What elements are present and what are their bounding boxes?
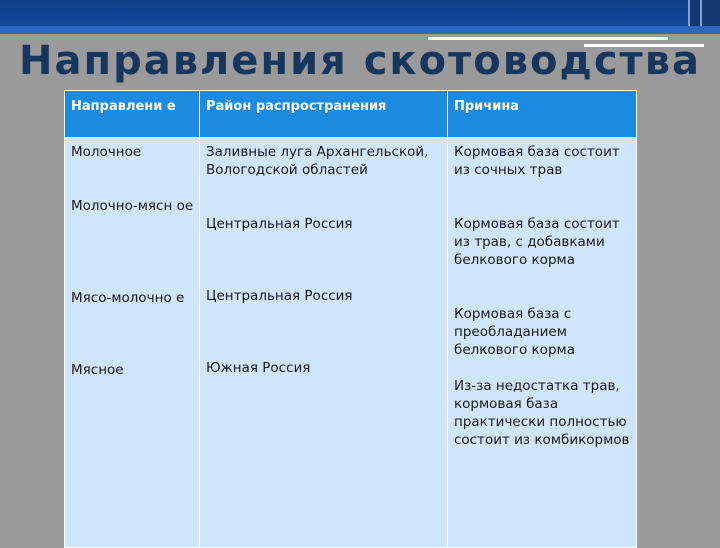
header-band [0,0,720,26]
header-direction: Направлени е [65,91,200,138]
slide-title: Направления скотоводства [18,38,702,84]
direction-item: Мясное [71,362,124,378]
header-accent [688,0,720,26]
direction-item: Молочно-мясн ое [71,198,194,214]
livestock-table [64,90,637,548]
region-cell [200,138,448,548]
header-reason: Причина [448,91,637,138]
header-region: Район распространения [200,91,448,138]
direction-item: Мясо-молочно е [71,290,185,306]
direction-item: Молочное [71,144,142,160]
region-item: Южная Россия [206,360,311,376]
region-item: Центральная Россия [206,288,353,304]
reason-item: Из-за недостатка трав, кормовая база практически полностью состоит из комбикормов [454,378,630,448]
table-header-row [65,91,637,138]
header-stripe [0,26,720,34]
reason-item: Кормовая база состоит из сочных трав [454,144,620,178]
region-item: Центральная Россия [206,216,353,232]
region-item: Заливные луга Архангельской, Вологодской областей [206,144,429,178]
reason-item: Кормовая база с преобладанием белкового корма [454,306,575,358]
table-row [65,138,637,548]
reason-cell [448,138,637,548]
direction-cell [65,138,200,548]
reason-item: Кормовая база состоит из трав, с добавками белкового корма [454,216,620,268]
